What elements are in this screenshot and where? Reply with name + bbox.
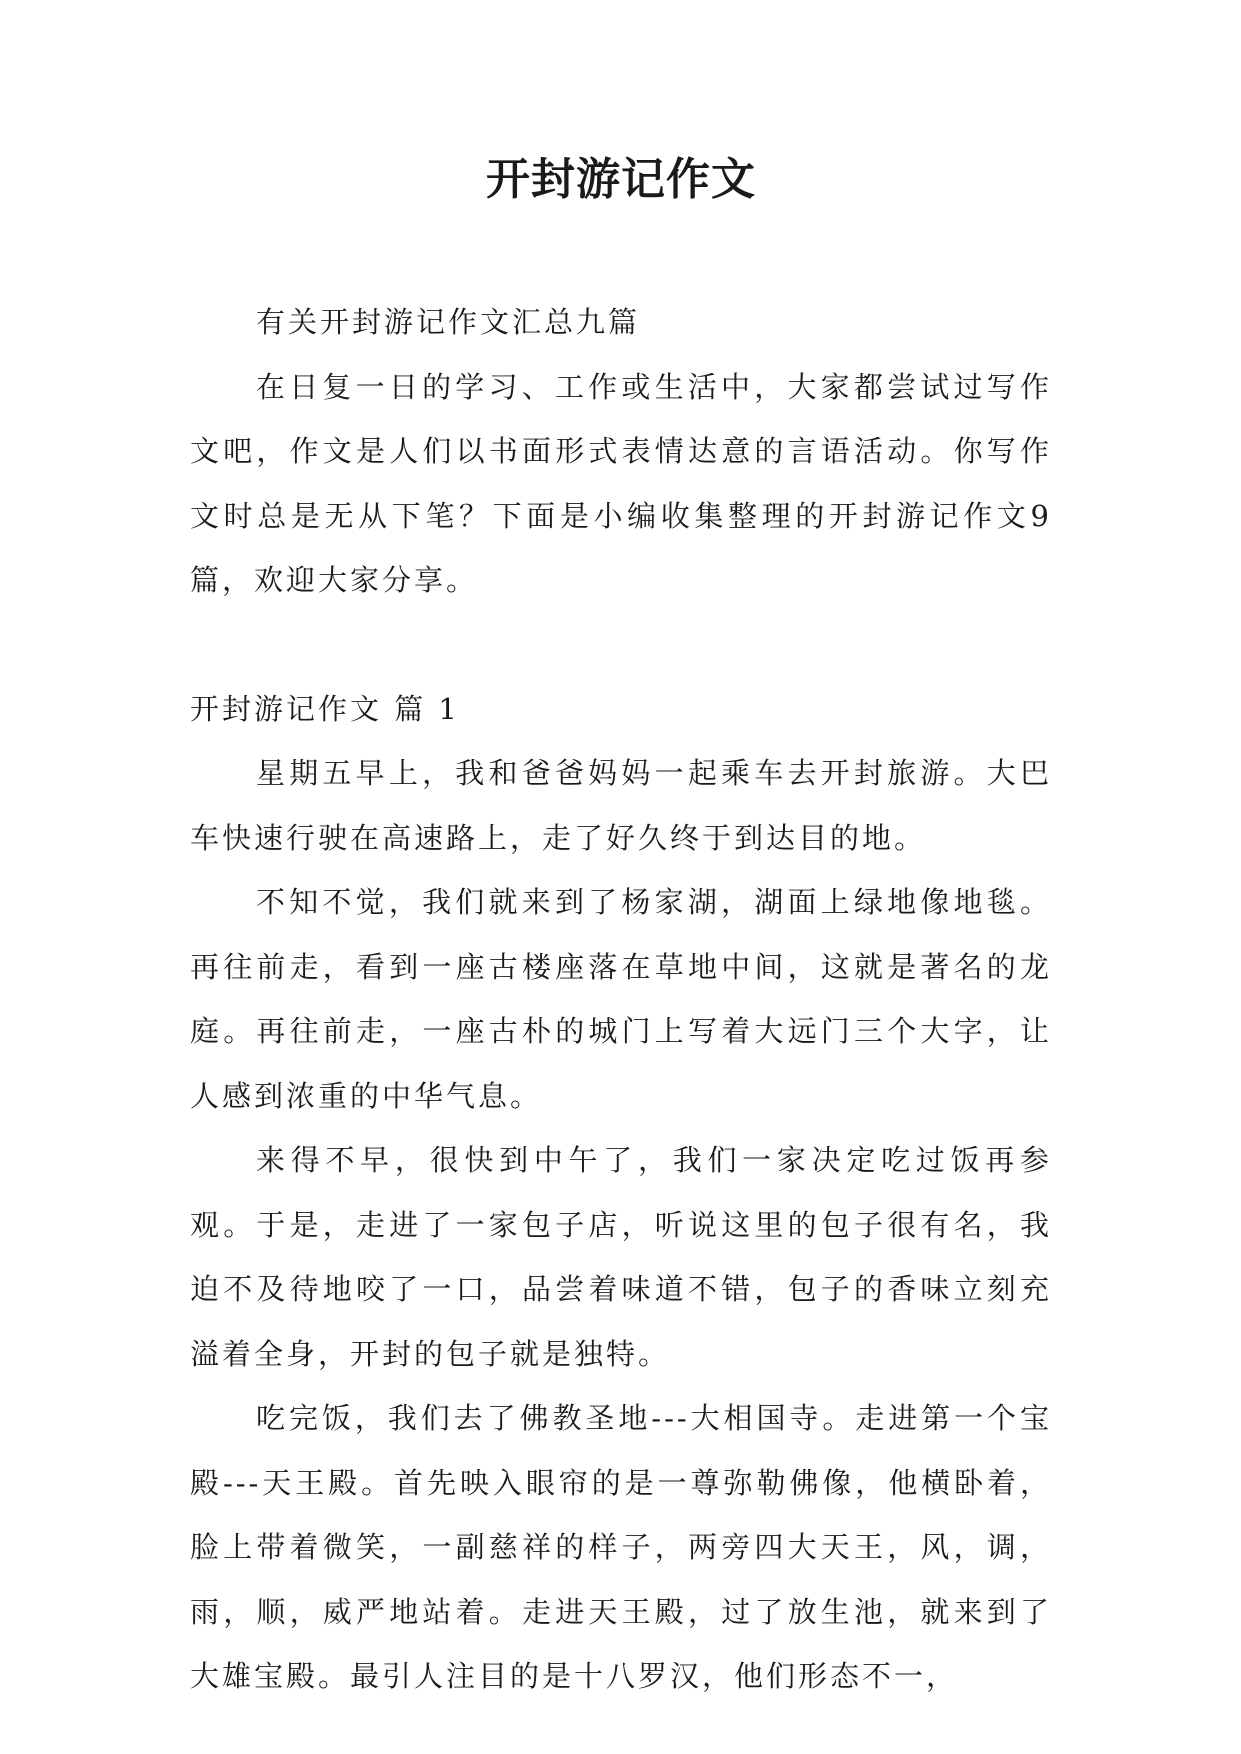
body-paragraph: 不知不觉，我们就来到了杨家湖，湖面上绿地像地毯。再往前走，看到一座古楼座落在草地中间，这就是著名的龙庭。再往前走，一座古朴的城门上写着大远门三个大字，让人感到浓重的中华气息。 [190,885,1052,1113]
body-paragraph: 来得不早，很快到中午了，我们一家决定吃过饭再参观。于是，走进了一家包子店，听说这里的包子很有名，我迫不及待地咬了一口，品尝着味道不错，包子的香味立刻充溢着全身，开封的包子就是独特。 [190,1143,1052,1371]
body-paragraph: 星期五早上，我和爸爸妈妈一起乘车去开封旅游。大巴车快速行驶在高速路上，走了好久终于到达目的地。 [190,756,1052,855]
subtitle: 有关开封游记作文汇总九篇 [256,305,641,339]
section-spacer [190,613,1052,677]
intro-paragraph: 在日复一日的学习、工作或生活中，大家都尝试过写作文吧，作文是人们以书面形式表情达意的言语活动。你写作文时总是无从下笔？下面是小编收集整理的开封游记作文9篇，欢迎大家分享。 [190,369,1052,597]
document-body [190,290,1052,1709]
section-heading: 开封游记作文 篇 1 [190,691,460,726]
body-paragraph: 吃完饭，我们去了佛教圣地---大相国寺。走进第一个宝殿---天王殿。首先映入眼帘的是一尊弥勒佛像，他横卧着，脸上带着微笑，一副慈祥的样子，两旁四大天王，风，调，雨，顺，威严地站着。走进天王殿，过了放生池，就来到了大雄宝殿。最引人注目的是十八罗汉，他们形态不一， [190,1401,1052,1693]
page-title: 开封游记作文 [486,154,756,205]
